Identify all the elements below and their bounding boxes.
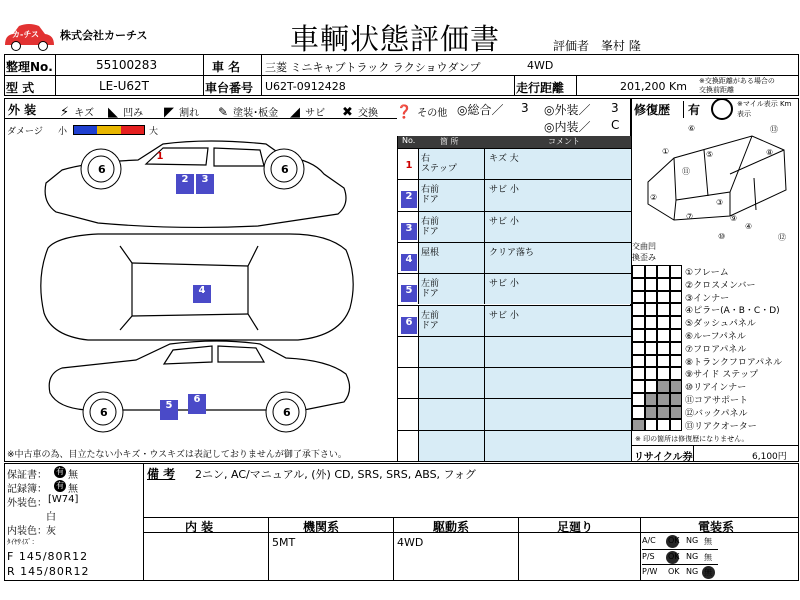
overall-rating-value: 3 [521, 101, 529, 115]
frame-item-label: ③インナー [685, 293, 730, 304]
frame-diagram-number: ⑫ [778, 233, 786, 242]
damage-label: ダメージ [7, 127, 43, 137]
frame-grid-cell [657, 367, 670, 380]
electric-section-label: 電装系 [698, 520, 735, 534]
car-drive-value: 4WD [527, 59, 554, 72]
legend-paint: ✎ 塗装･板金 [218, 105, 279, 119]
legend-dent: ◣ 凹み [108, 105, 144, 120]
interior-section-label: 内 装 [185, 520, 214, 534]
steering-icon [711, 98, 733, 120]
replace-icon: ✖ [342, 105, 353, 120]
remarks-label: 備 考 [147, 467, 176, 481]
frame-diagram-number: ② [650, 193, 658, 202]
spray-icon: ✎ [218, 105, 229, 119]
comment-row-location-1: 右前 [421, 185, 440, 196]
frame-grid-cell [632, 406, 645, 419]
frame-grid-cell [632, 367, 645, 380]
electric-row [642, 534, 718, 549]
chassis-label: 車台番号 [205, 81, 254, 95]
comment-row-comment: サビ 小 [489, 185, 519, 196]
damage-marker-2: 2 [176, 174, 194, 194]
comment-row-empty [397, 367, 631, 398]
tire-number-rear-top: 6 [281, 163, 289, 176]
comment-row-number-icon: 4 [401, 254, 417, 271]
frame-item-label: ⑬リアクオーター [685, 421, 757, 432]
frame-diagram-number: ⑥ [688, 124, 696, 133]
model-label: 型 式 [6, 81, 35, 95]
frame-item-label: ⑪コアサポート [685, 396, 749, 406]
mileage-note-1: ※交換距離がある場合の [699, 77, 775, 85]
frame-grid-cell [632, 303, 645, 316]
legend-crack: ◤ 割れ [164, 105, 200, 120]
electric-check-icon [666, 535, 679, 548]
car-name-label: 車 名 [212, 60, 241, 74]
damage-scale-blue [74, 126, 97, 134]
frame-grid-cell [657, 406, 670, 419]
comment-row-location-cell [419, 431, 485, 461]
electric-row-ok: OK [668, 567, 680, 576]
comment-row [397, 305, 631, 336]
frame-grid-cell [657, 265, 670, 278]
tire-front: F 145/80R12 [7, 550, 89, 563]
electric-check-icon [702, 566, 715, 579]
frame-grid-cell [670, 265, 683, 278]
repair-note: ※マイル表示 Km表示 [737, 100, 792, 118]
comment-row-location-2: ドア [421, 226, 439, 237]
comment-row-comment-cell [485, 337, 631, 367]
model-value: LE-U62T [99, 79, 149, 93]
comment-row [397, 179, 631, 210]
frame-grid-cell [657, 278, 670, 291]
frame-grid-cell [670, 419, 683, 432]
warranty-value: 無 [68, 470, 78, 481]
frame-item-label: ②クロスメンバー [685, 280, 756, 291]
recycle-value: 6,100円 [752, 452, 787, 462]
comment-row-location-1: 右 [421, 154, 431, 164]
comment-row-number-icon: 3 [401, 223, 417, 240]
frame-grid-cell [670, 316, 683, 329]
frame-col-headers: 交曲凹 換歪み [632, 242, 656, 262]
comment-row-comment: キズ 大 [489, 154, 519, 164]
electric-check-icon [666, 551, 679, 564]
mileage-label: 走行距離 [516, 81, 565, 95]
frame-diagram-number: ⑤ [706, 150, 714, 159]
tire-number-rear-bottom: 6 [283, 406, 291, 419]
legend-other: ❓ その他 [396, 105, 448, 120]
reg-value: 55100283 [96, 58, 158, 72]
record-checked-icon: 有 [56, 481, 64, 490]
mileage-note-2: 交換前距離 [699, 86, 734, 94]
frame-grid-cell [657, 393, 670, 406]
header-no: No. [402, 136, 416, 145]
electric-row-ng: NG [686, 536, 699, 545]
frame-grid-cell [670, 278, 683, 291]
frame-item-label: ①フレーム [685, 268, 729, 278]
frame-item-label: ⑥ルーフパネル [685, 332, 746, 342]
frame-diagram-number: ⑬ [770, 125, 778, 134]
damage-marker-5: 5 [160, 400, 178, 420]
comment-row-number-icon: 2 [401, 191, 417, 208]
engine-section-value: 5MT [272, 536, 296, 549]
frame-grid-cell [657, 355, 670, 368]
rust-icon: ◢ [290, 105, 300, 120]
frame-grid-cell [670, 355, 683, 368]
comment-row-number-icon: 1 [401, 160, 417, 177]
frame-grid-cell [645, 355, 658, 368]
logo-text: カ-チス [12, 30, 39, 39]
comment-row-comment: クリア落ち [489, 247, 535, 258]
comment-row-empty [397, 430, 631, 461]
chassis-value: U62T-0912428 [265, 80, 346, 93]
comment-row-number-icon: 6 [401, 317, 417, 334]
frame-grid-cell [670, 393, 683, 406]
comment-row-location-cell [419, 368, 485, 398]
comment-row [397, 148, 631, 179]
frame-grid-cell [645, 342, 658, 355]
mileage-value: 201,200 Km [620, 80, 687, 93]
tire-number-front-top: 6 [98, 163, 106, 176]
damage-marker-6: 6 [188, 394, 206, 414]
damage-scale-bar [73, 125, 145, 135]
frame-grid-cell [632, 329, 645, 342]
comment-row [397, 242, 631, 273]
frame-grid-cell [657, 291, 670, 304]
dent-icon: ◣ [108, 105, 118, 120]
frame-item-label: ⑦フロアパネル [685, 344, 747, 355]
damage-scale-red [121, 126, 144, 134]
frame-diagram-number: ⑩ [718, 232, 726, 241]
comment-row-comment-cell [485, 368, 631, 398]
frame-grid-cell [670, 342, 683, 355]
frame-diagram-number: ⑦ [686, 212, 694, 221]
drive-section-value: 4WD [397, 536, 424, 549]
comment-row-no-cell [397, 368, 419, 398]
record-label: 記録簿： [7, 484, 47, 495]
damage-scale-yellow [97, 126, 120, 134]
frame-grid-cell [645, 419, 658, 432]
frame-grid-cell [670, 291, 683, 304]
frame-grid-cell [645, 367, 658, 380]
electric-row-none: 無 [704, 553, 712, 562]
suspension-section-label: 足廻り [557, 520, 594, 534]
repair-history-label: 修復歴 [634, 103, 671, 117]
comment-row [397, 211, 631, 242]
frame-grid-cell [670, 329, 683, 342]
drive-section-label: 駆動系 [433, 520, 470, 534]
frame-grid-cell [645, 329, 658, 342]
frame-item-label: ④ピラー(A・B・C・D) [685, 306, 780, 317]
int-color-value: 灰 [46, 526, 56, 537]
comment-row-location-2: ドア [421, 289, 439, 300]
frame-diagram-number: ⑧ [766, 148, 774, 157]
frame-grid-cell [645, 291, 658, 304]
warranty-label: 保証書： [7, 470, 47, 481]
electric-row-name: A/C [642, 536, 656, 545]
ext-color-value: 白 [46, 512, 56, 523]
frame-grid-cell [670, 380, 683, 393]
electric-row [642, 564, 718, 579]
tire-size-label: ﾀｲﾔｻｲｽﾞ： [7, 538, 39, 546]
ext-color-code: [W74] [48, 494, 79, 505]
frame-item-label: ⑫バックパネル [685, 408, 748, 419]
damage-marker-1: 1 [156, 151, 164, 162]
comment-row-no-cell [397, 431, 419, 461]
frame-grid-cell [657, 380, 670, 393]
frame-grid-cell [632, 278, 645, 291]
comment-row-location-cell [419, 337, 485, 367]
header-comment: コメント [548, 137, 580, 146]
frame-diagram-number: ⑨ [730, 214, 738, 223]
frame-grid-cell [632, 291, 645, 304]
comment-row-location-2: ドア [421, 195, 439, 206]
frame-grid-cell [670, 303, 683, 316]
engine-section-label: 機関系 [303, 520, 340, 534]
comment-row [397, 273, 631, 304]
scratch-icon: ⚡ [60, 105, 70, 120]
comment-row-number-icon: 5 [401, 285, 417, 302]
frame-grid-cell [645, 406, 658, 419]
legend-rust: ◢ サビ [290, 105, 326, 120]
comment-row-location-1: 左前 [421, 279, 440, 290]
remarks-value: 2ニン, AC/マニュアル, (外) CD, SRS, SRS, ABS, フォグ [195, 468, 476, 481]
frame-grid-cell [657, 419, 670, 432]
frame-grid-cell [645, 265, 658, 278]
damage-small-label: 小 [58, 127, 68, 137]
company-name: 株式会社カーチス [60, 29, 148, 42]
frame-grid-cell [645, 303, 658, 316]
comment-row-location-2: ドア [421, 320, 439, 331]
frame-grid-cell [632, 342, 645, 355]
crack-icon: ◤ [164, 105, 174, 120]
repair-history-value: 有 [683, 101, 700, 118]
reg-label: 整理No. [6, 60, 53, 74]
frame-item-label: ⑤ダッシュパネル [685, 319, 756, 330]
legend-replace: ✖ 交換 [342, 105, 378, 120]
frame-grid-cell [657, 342, 670, 355]
comment-row-location-1: 屋根 [421, 247, 440, 258]
comment-row-location-cell [419, 399, 485, 429]
electric-row-name: P/S [642, 552, 655, 561]
electric-row-ng: NG [686, 552, 699, 561]
electric-row [642, 549, 718, 564]
frame-grid-cell [670, 406, 683, 419]
comment-row-comment: サビ 小 [489, 310, 519, 321]
comment-row-comment-cell [485, 431, 631, 461]
comment-row-no-cell [397, 337, 419, 367]
interior-rating-label: ◎内装／ [544, 120, 591, 134]
exterior-footnote: ※中古車の為、目立たない小キズ・ウスキズは表記しておりませんが御了承下さい。 [7, 450, 347, 460]
frame-diagram-number: ③ [716, 198, 724, 207]
frame-grid-cell [645, 316, 658, 329]
evaluator-name: 峯村 隆 [601, 39, 641, 53]
document-title: 車輌状態評価書 [290, 22, 501, 56]
frame-footnote: ※ 印の箇所は修復歴になりません。 [635, 435, 749, 443]
frame-diagram-number: ④ [745, 222, 753, 231]
exterior-rating-label: ◎外装／ [544, 103, 591, 117]
comment-table-header [398, 136, 632, 148]
comment-row-comment: サビ 小 [489, 216, 519, 227]
frame-grid-cell [657, 316, 670, 329]
warranty-checked-icon: 有 [56, 467, 64, 476]
frame-grid-cell [645, 380, 658, 393]
recycle-label: リサイクル券 [634, 452, 693, 463]
legend-scratch: ⚡ キズ [60, 105, 95, 120]
ext-color-label: 外装色： [7, 498, 47, 509]
comment-row-no-cell [397, 399, 419, 429]
interior-rating-value: C [611, 118, 620, 132]
frame-grid-cell [632, 380, 645, 393]
frame-grid-cell [632, 419, 645, 432]
other-icon: ❓ [396, 105, 413, 120]
frame-diagram-number: ① [662, 147, 670, 156]
frame-grid-cell [632, 265, 645, 278]
header-location: 箇 所 [440, 137, 459, 146]
damage-marker-3: 3 [196, 174, 214, 194]
int-color-label: 内装色： [7, 526, 47, 537]
frame-grid-cell [645, 393, 658, 406]
frame-grid-cell [645, 278, 658, 291]
damage-marker-4: 4 [193, 285, 211, 303]
electric-row-ng: NG [686, 567, 699, 576]
comment-row-location-2: ステップ [421, 164, 457, 174]
car-name-value: 三菱 ミニキャブトラック ラクショウダンプ [265, 61, 481, 74]
comment-row-location-1: 右前 [421, 216, 440, 227]
frame-diagram [634, 120, 798, 240]
frame-item-label: ⑩リアインナー [685, 383, 747, 394]
frame-grid-cell [632, 316, 645, 329]
electric-row-none: 無 [704, 537, 712, 546]
comment-row-comment-cell [485, 399, 631, 429]
tire-rear: R 145/80R12 [7, 565, 90, 578]
tire-number-front-bottom: 6 [100, 406, 108, 419]
frame-grid-cell [657, 303, 670, 316]
comment-row-comment: サビ 小 [489, 279, 519, 290]
frame-item-label: ⑨サイド ステップ [685, 370, 759, 381]
electric-row-name: P/W [642, 567, 658, 576]
frame-grid-cell [632, 393, 645, 406]
frame-grid-cell [632, 355, 645, 368]
comment-row-location-1: 左前 [421, 310, 440, 321]
exterior-label: 外 装 [8, 103, 37, 117]
overall-rating-label: ◎総合／ [457, 103, 504, 117]
record-value: 無 [68, 484, 78, 495]
company-logo [3, 21, 56, 51]
comment-row-empty [397, 398, 631, 429]
exterior-rating-value: 3 [611, 101, 619, 115]
damage-large-label: 大 [149, 127, 159, 137]
frame-grid-cell [657, 329, 670, 342]
frame-diagram-number: ⑪ [682, 167, 690, 176]
frame-grid-cell [670, 367, 683, 380]
frame-item-label: ⑧トランクフロアパネル [685, 357, 783, 368]
evaluator-label: 評価者 [553, 39, 590, 53]
comment-row-empty [397, 336, 631, 367]
